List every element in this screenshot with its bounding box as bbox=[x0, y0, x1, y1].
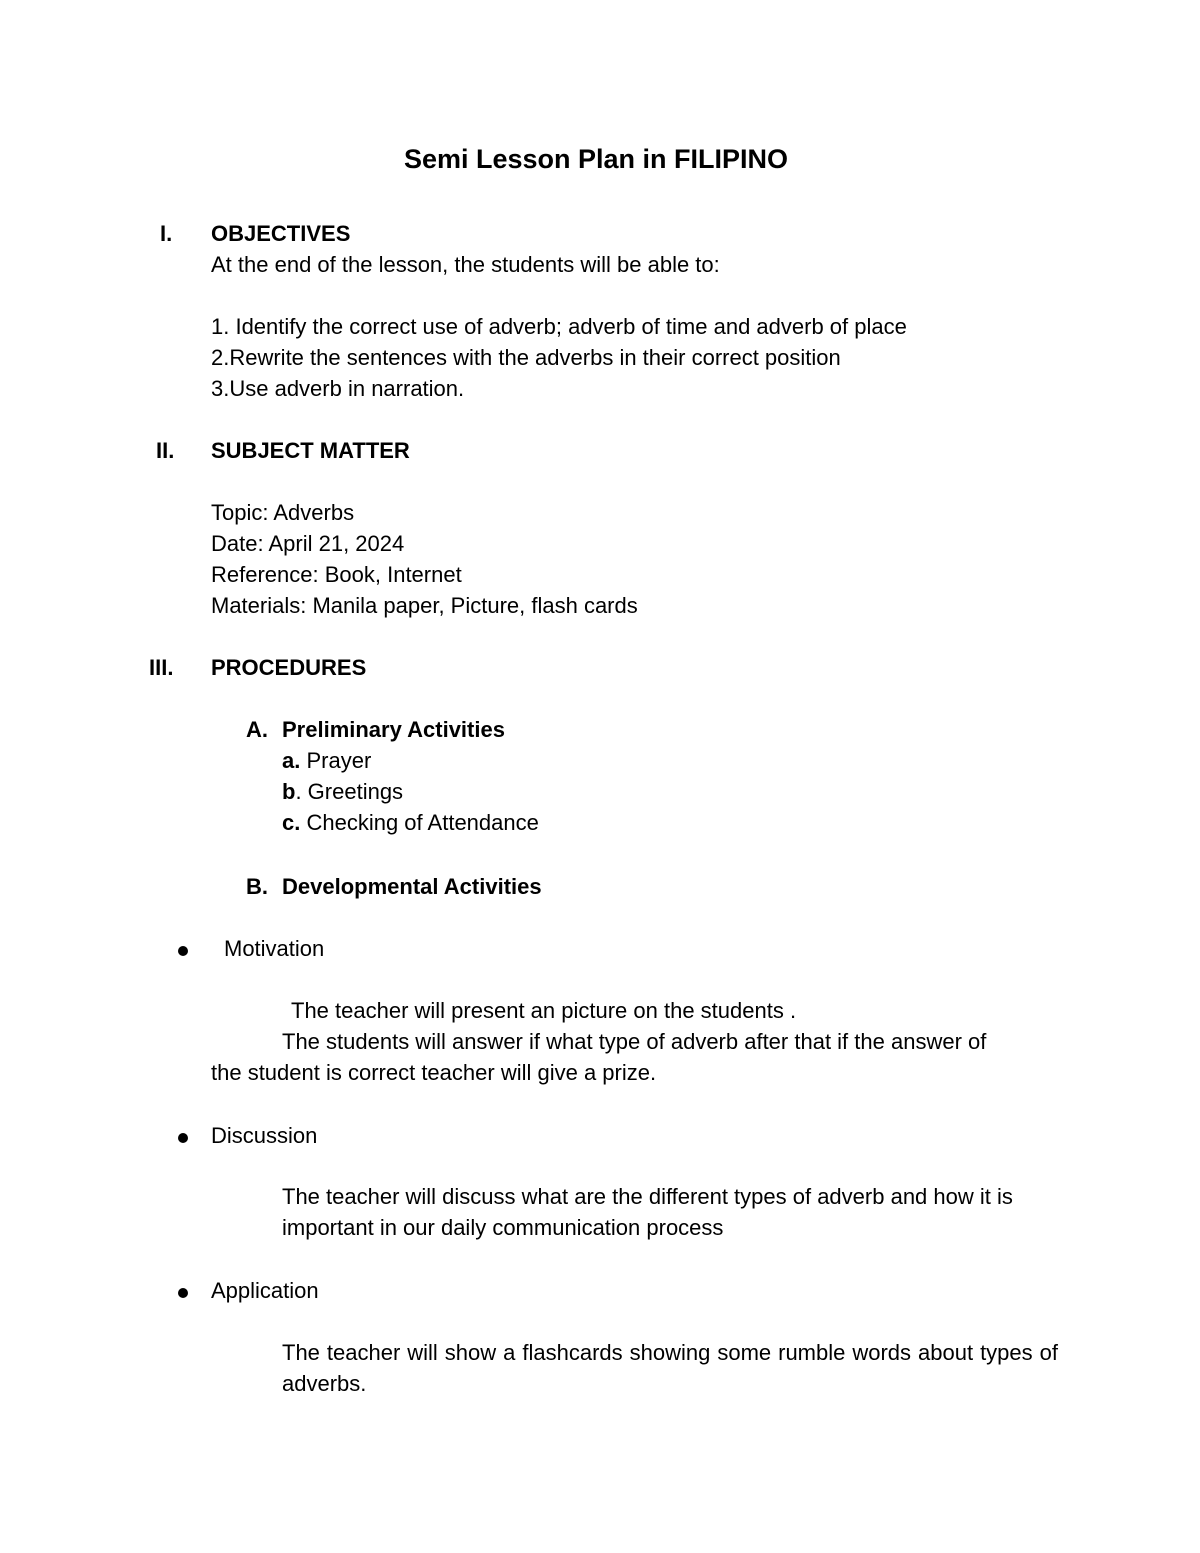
subject-topic: Topic: Adverbs bbox=[211, 500, 355, 525]
subsection-heading-preliminary: Preliminary Activities bbox=[282, 717, 505, 742]
section-numeral-subject-matter: II. bbox=[156, 438, 175, 463]
subject-materials: Materials: Manila paper, Picture, flash cards bbox=[211, 593, 638, 618]
subject-date: Date: April 21, 2024 bbox=[211, 531, 405, 556]
activity-label-application: Application bbox=[211, 1278, 319, 1303]
activity-label-discussion: Discussion bbox=[211, 1123, 318, 1148]
objective-item-1: 1. Identify the correct use of adverb; adverb of time and adverb of place bbox=[211, 314, 907, 339]
motivation-text-line-1: The teacher will present an picture on the students . bbox=[291, 998, 797, 1023]
section-heading-subject-matter: SUBJECT MATTER bbox=[211, 438, 410, 463]
section-numeral-objectives: I. bbox=[160, 221, 173, 246]
objective-item-3: 3.Use adverb in narration. bbox=[211, 376, 465, 401]
preliminary-item-marker: a. bbox=[282, 748, 301, 773]
subject-reference: Reference: Book, Internet bbox=[211, 562, 462, 587]
discussion-text: The teacher will discuss what are the different types of adverb and how it is important in our daily communication process bbox=[282, 1184, 1013, 1240]
subsection-letter-developmental: B. bbox=[246, 874, 268, 899]
motivation-text-line-2: The students will answer if what type of adverb after that if the answer of bbox=[282, 1029, 987, 1054]
preliminary-item-text: . Greetings bbox=[295, 779, 404, 804]
bullet-icon bbox=[178, 1288, 188, 1298]
motivation-text-line-3: the student is correct teacher will give a prize. bbox=[211, 1060, 657, 1085]
section-numeral-procedures: III. bbox=[149, 655, 174, 680]
objective-item-2: 2.Rewrite the sentences with the adverbs in their correct position bbox=[211, 345, 841, 370]
preliminary-item-prayer bbox=[282, 747, 371, 775]
subsection-letter-preliminary: A. bbox=[246, 717, 268, 742]
application-text: The teacher will show a flashcards showing some rumble words about types of adverbs. bbox=[282, 1340, 1058, 1396]
preliminary-item-marker: b bbox=[282, 779, 296, 804]
preliminary-item-marker: c. bbox=[282, 810, 301, 835]
preliminary-item-attendance bbox=[282, 809, 539, 837]
bullet-icon bbox=[178, 1133, 188, 1143]
bullet-icon bbox=[178, 946, 188, 956]
subsection-heading-developmental: Developmental Activities bbox=[282, 874, 542, 899]
section-heading-procedures: PROCEDURES bbox=[211, 655, 367, 680]
activity-label-motivation: Motivation bbox=[224, 936, 325, 961]
page-title: Semi Lesson Plan in FILIPINO bbox=[403, 144, 789, 174]
preliminary-item-greetings bbox=[282, 778, 403, 806]
preliminary-item-text: Prayer bbox=[300, 748, 372, 773]
objectives-intro: At the end of the lesson, the students will be able to: bbox=[211, 252, 720, 277]
section-heading-objectives: OBJECTIVES bbox=[211, 221, 351, 246]
preliminary-item-text: Checking of Attendance bbox=[300, 810, 539, 835]
